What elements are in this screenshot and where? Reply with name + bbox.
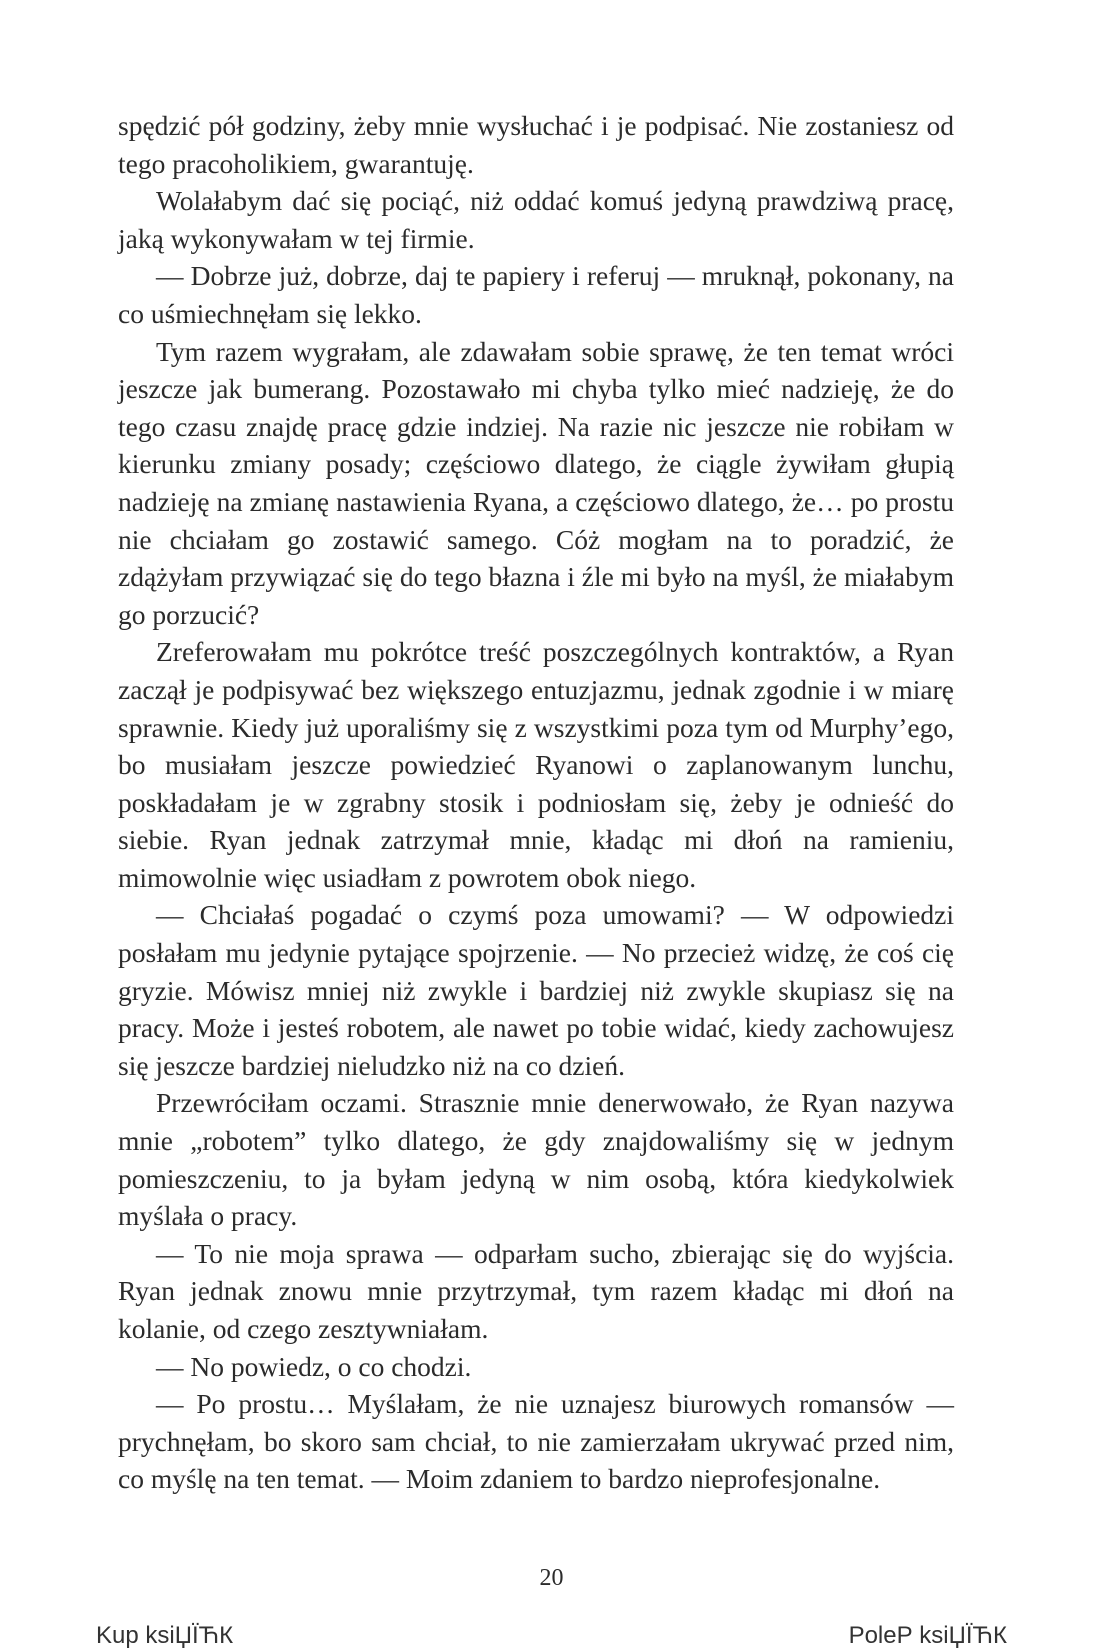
paragraph: — No powiedz, o co chodzi. [156,1350,472,1382]
paragraph: Zreferowałam mu pokrótce treść poszczególnych kontraktów, a Ryan zaczął je podpisywać bez większego entuzjazmu, jednak zgodnie i w miarę sprawnie. Kiedy już uporaliśmy się z wszystkimi poza tym od Murphy’ego, bo musiałam jeszcze powiedzieć Ryanowi o zaplanowanym lunchu, poskładałam je w zgrabny stosik i podniosłam się, żeby je odnieść do siebie. Ryan jednak zatrzymał mnie, kładąc mi dłoń na ramieniu, mimowolnie więc usiadłam z powrotem obok niego. [118,636,954,893]
page-number: 20 [539,1565,564,1591]
paragraph: — To nie moja sprawa — odparłam sucho, zbierając się do wyjścia. Ryan jednak znowu mnie przytrzymał, tym razem kładąc mi dłoń na kolanie, od czego zesztywniałam. [118,1237,954,1344]
paragraph: — Dobrze już, dobrze, daj te papiery i referuj — mruknął, pokonany, na co uśmiechnęłam się lekko. [118,260,954,329]
paragraph: — Chciałaś pogadać o czymś poza umowami? — W odpowiedzi posłałam mu jedynie pytające spojrzenie. — No przecież widzę, że coś cię gryzie. Mówisz mniej niż zwykle i bardziej niż zwykle skupiasz się na pracy. Może i jesteś robotem, ale nawet po tobie widać, kiedy zachowujesz się jeszcze bardziej nieludzko niż na co dzień. [118,899,954,1081]
footer-recommend-link[interactable]: PoleР ksiЏЇЋК [848,1622,1007,1649]
paragraph: Tym razem wygrałam, ale zdawałam sobie sprawę, że ten temat wróci jeszcze jak bumerang. Pozostawało mi chyba tylko mieć nadzieję, że do tego czasu znajdę pracę gdzie indziej. Na razie nic jeszcze nie robiłam w kierunku zmiany posady; częściowo dlatego, że ciągle żywiłam głupią nadzieję na zmianę nastawienia Ryana, a częściowo dlatego, że… po prostu nie chciałam go zostawić samego. Cóż mogłam na to poradzić, że zdążyłam przywiązać się do tego błazna i źle mi było na myśl, że miałabym go porzucić? [118,335,954,630]
paragraph: Przewróciłam oczami. Strasznie mnie denerwowało, że Ryan nazywa mnie „robotem” tylko dlatego, że gdy znajdowaliśmy się w jednym pomieszczeniu, to ja byłam jedyną w nim osobą, która kiedykolwiek myślała o pracy. [118,1087,954,1232]
footer-buy-link[interactable]: Kup ksiЏЇЋК [96,1622,234,1649]
paragraph: spędzić pół godziny, żeby mnie wysłuchać i je podpisać. Nie zostaniesz od tego pracoholikiem, gwarantuję. [118,110,954,179]
paragraph: Wolałabym dać się pociąć, niż oddać komuś jedyną prawdziwą pracę, jaką wykonywałam w tej firmie. [118,185,954,254]
paragraph: — Po prostu… Myślałam, że nie uznajesz biurowych romansów — prychnęłam, bo skoro sam chciał, to nie zamierzałam ukrywać przed nim, co myślę na ten temat. — Moim zdaniem to bardzo nieprofesjonalne. [118,1388,954,1495]
page-body-text [118,107,954,1498]
